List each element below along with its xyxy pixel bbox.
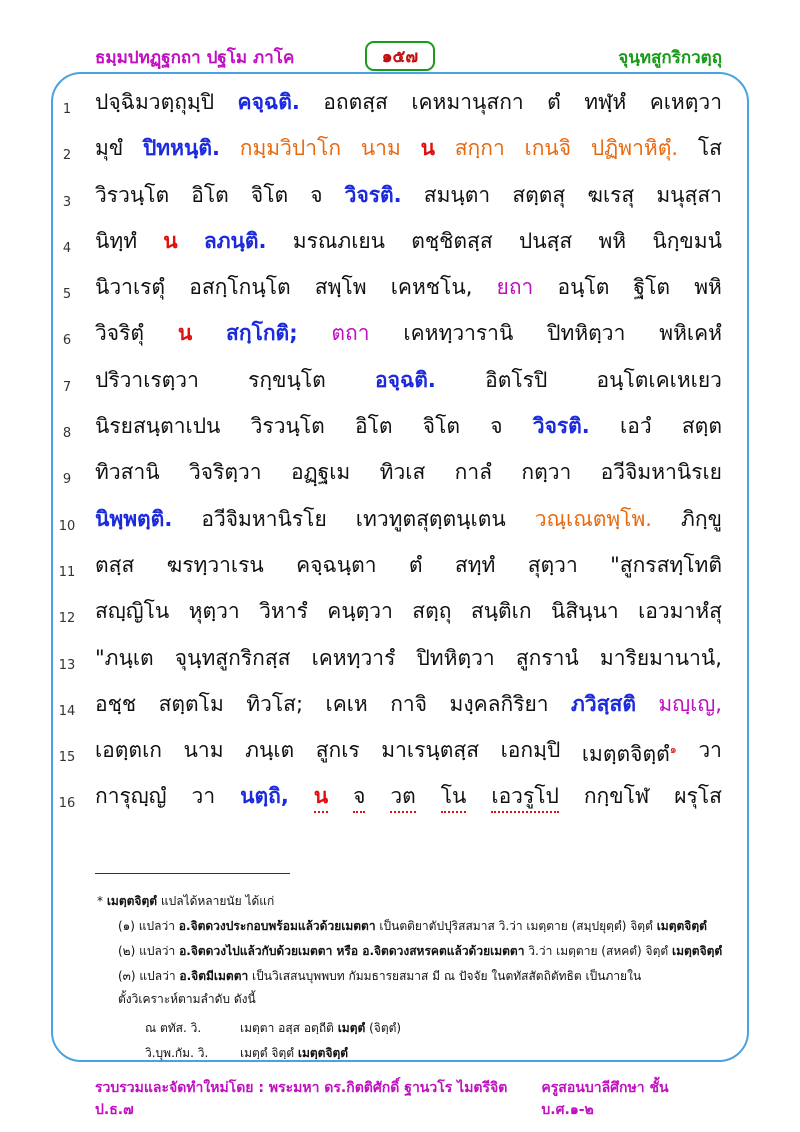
text-word: ตํ [547, 90, 561, 114]
text-word: สตฺถุ [412, 599, 452, 624]
text-word: สตฺตสุ [512, 182, 566, 207]
text-word: ตถา [331, 321, 370, 346]
text-word: วิรวนฺโต [250, 414, 325, 439]
text-word: จุนฺทสูกริกสฺส [174, 645, 291, 670]
footnote-item: (๒) แปลว่า อ.จิตดวงไปแล้วกับด้วยเมตตา หรือ อ.จิตดวงสหรคตแล้วด้วยเมตตา วิ.ว่า เมตฺตาย (สหคตํ) จิตฺตํ เมตฺตจิตฺตํ [118, 944, 723, 958]
text-word: นิพฺพตฺติ. [95, 506, 173, 531]
text-word: ทิวสานิ [95, 460, 160, 485]
text-word: อิโต [355, 414, 393, 439]
text-word: ปิทหนฺติ. [142, 136, 220, 161]
text-word: ภนฺเต [245, 738, 295, 763]
text-word: มงฺคลกิริยา [449, 691, 549, 716]
text-word: เกนจิ [524, 136, 572, 161]
text-word: เอวํ [620, 414, 652, 439]
text-word: มญฺเญ, [658, 691, 722, 716]
text-word: เอวรูโป [491, 781, 558, 813]
text-word: มุขํ [95, 136, 124, 161]
text-word: วิจริตุํ [95, 321, 145, 346]
text-word: ทิวเส [379, 460, 426, 485]
text-word: สญฺญิโน [95, 599, 170, 624]
text-word: สตฺต [681, 414, 722, 439]
text-line [0, 453, 800, 499]
page-footer [95, 1077, 722, 1121]
text-word: นิรยสนฺตาเปน [95, 414, 221, 439]
text-word: อฏฺฐเม [290, 460, 351, 485]
text-word: ฆรทฺวาเรน [166, 552, 264, 577]
text-word: จ [490, 414, 503, 439]
text-word: มรณภเยน [292, 228, 386, 253]
text-word: วิจรติ. [344, 182, 402, 207]
line-number: 6 [62, 333, 72, 349]
line-number: 4 [62, 240, 72, 256]
text-word: คจฺฉนฺตา [296, 552, 377, 577]
text-word: ฆเรสุ [587, 182, 635, 207]
text-word: ทฬฺหํ [584, 90, 627, 114]
text-word: ภวิสฺสติ [571, 691, 636, 716]
text-word: ปนสฺส [518, 228, 573, 253]
footer-right: ครูสอนบาลีศึกษา ชั้น บ.ศ.๑-๒ [541, 1080, 669, 1118]
text-word: ปิทหิตฺวา [416, 645, 495, 670]
text-word: อิโต [191, 182, 229, 207]
text-word: น [420, 136, 435, 161]
text-word: เคหทฺวารานิ [403, 321, 514, 346]
text-word: จ [353, 781, 365, 813]
text-line [0, 500, 800, 546]
footnote-item: (๑) แปลว่า อ.จิตดวงประกอบพร้อมแล้วด้วยเมตตา เป็นตติยาตัปปุริสสมาส วิ.ว่า เมตฺตาย (สมฺปยุตฺตํ) จิตฺตํ เมตฺตจิตฺตํ [118, 919, 707, 933]
line-number: 3 [62, 194, 72, 210]
text-word: วิรวนฺโต [95, 182, 170, 207]
text-word: ลภนฺติ. [203, 228, 267, 253]
text-word: เคหมานุสกา [411, 90, 524, 114]
text-word: กกฺขโฬ [583, 784, 650, 809]
text-word: วิจริตฺวา [188, 460, 262, 485]
text-word: ปริวาเรตฺวา [95, 367, 199, 392]
text-word: โน [441, 781, 467, 813]
text-line [0, 592, 800, 638]
text-word: วิหารํ [259, 599, 308, 624]
text-word: น [163, 228, 178, 253]
derivation-text: เมตฺตา อสฺส อตฺถีติ เมตฺตํ (จิตฺตํ) [240, 1021, 402, 1035]
text-word: น [177, 321, 193, 346]
text-word: อนฺโตเคเหเยว [596, 367, 722, 392]
text-word: ตสฺส [95, 552, 135, 577]
text-word: ปจฺฉิมวตฺถุมฺปิ [95, 90, 215, 114]
text-word: เมตฺตจิตฺตํ$^๑$ [581, 742, 677, 767]
text-word: เอตฺตเก [95, 738, 162, 763]
text-word: สูกเร [315, 738, 360, 763]
text-word: ตํ [408, 552, 423, 577]
footnote-item: (๓) แปลว่า อ.จิตมีเมตตา เป็นวิเสสนบุพพบท กัมมธารยสมาส มี ณ ปัจจัย ในตทัสสัตถิตัทธิต เป็นภายใน [118, 969, 642, 983]
line-number: 15 [58, 750, 76, 766]
line-number: 13 [58, 657, 76, 673]
text-line [0, 361, 800, 407]
text-word: อิตโรปิ [485, 367, 548, 392]
text-word: คนฺตฺวา [327, 599, 393, 624]
text-word: นิวาเรตุํ [95, 275, 166, 300]
text-word: คจฺฉติ. [237, 90, 300, 114]
text-word: นาม [360, 136, 401, 161]
text-word: จ [310, 182, 323, 207]
text-word: วา [698, 738, 722, 763]
line-number: 16 [58, 796, 76, 812]
text-word: นิกฺขมนํ [652, 228, 722, 253]
text-word: คเหตฺวา [649, 90, 722, 114]
text-word: วต [390, 781, 415, 813]
footnote-title: * เมตฺตจิตฺตํ แปลได้หลายนัย ได้แก่ [97, 894, 275, 908]
text-line [0, 222, 800, 268]
text-word: รกฺขนฺโต [248, 367, 326, 392]
text-word: โส [697, 136, 722, 161]
text-word: สทฺทํ [454, 552, 496, 577]
text-word: นิทฺทํ [95, 228, 138, 253]
header-left-title: ธมฺมปทฏฺฐกถา ปฐโม ภาโค [95, 48, 295, 68]
text-word: เอกมฺปิ [500, 738, 561, 763]
text-word: อวีจิมหานิรเย [600, 460, 722, 485]
text-word: มนุสฺสา [656, 182, 722, 207]
text-word: จิโต [422, 414, 461, 439]
text-word: สนฺติเก [470, 599, 532, 624]
text-word: ตชฺชิตสฺส [411, 228, 493, 253]
line-number: 10 [58, 518, 76, 534]
line-number: 8 [62, 426, 72, 442]
page-number: ๑๕๗ [365, 41, 435, 71]
footer-left: รวบรวมและจัดทำใหม่โดย : พระมหา ดร.กิตติศักดิ์ ฐานวโร ไมตรีจิต ป.ธ.๗ [95, 1080, 508, 1118]
line-number: 11 [58, 564, 76, 580]
text-word: วิจรติ. [532, 414, 590, 439]
text-word: วณฺเณตพฺโพ. [534, 506, 652, 531]
text-word: อถตสฺส [323, 90, 388, 114]
text-word: ภิกฺขู [681, 506, 722, 531]
derivation-label: วิ.บุพ.กัม. วิ. [145, 1046, 209, 1060]
text-line [0, 83, 800, 129]
text-word: ผรุโส [674, 784, 722, 809]
text-line [0, 546, 800, 592]
text-word: เคหชโน, [390, 275, 473, 300]
text-line [0, 268, 800, 314]
text-word: อชฺช [95, 691, 137, 716]
text-word: พหิเคหํ [659, 321, 722, 346]
text-word: สูกรานํ [515, 645, 579, 670]
line-number: 9 [62, 472, 72, 488]
text-word: พหิ [598, 228, 627, 253]
text-word: การุญฺญํ [95, 784, 167, 809]
text-word: จิโต [250, 182, 289, 207]
text-word: สพฺโพ [314, 275, 367, 300]
line-number: 14 [58, 703, 76, 719]
footnote-divider [95, 873, 290, 874]
derivation-label: ณ ตทัส. วิ. [145, 1021, 202, 1035]
text-word: เคหทฺวารํ [311, 645, 396, 670]
line-number: 5 [62, 287, 72, 303]
text-word: อนฺโต [557, 275, 610, 300]
text-line [0, 176, 800, 222]
text-line [0, 129, 800, 175]
text-word: กมฺมวิปาโก [239, 136, 342, 161]
text-word: ปฏิพาหิตุํ. [590, 136, 679, 161]
text-line [0, 731, 800, 777]
text-word: กาลํ [454, 460, 493, 485]
line-number: 1 [62, 102, 72, 117]
text-word: อวีจิมหานิรโย [201, 506, 327, 531]
text-body [0, 83, 800, 824]
text-word: สมนฺตา [423, 182, 491, 207]
text-word: อสกฺโกนฺโต [189, 275, 291, 300]
text-word: กาจิ [390, 691, 428, 716]
text-word: สกฺโกติ; [226, 321, 298, 346]
text-word: หุตฺวา [188, 599, 240, 624]
text-word: พหิ [694, 275, 722, 300]
line-number: 12 [58, 611, 76, 627]
text-word: กตฺวา [521, 460, 572, 485]
derivation-text: เมตฺตํ จิตฺตํ เมตฺตจิตฺตํ [240, 1046, 349, 1060]
header-right-title: จุนฺทสูกริกวตฺถุ [618, 48, 722, 68]
text-word: เอวมาหํสุ [638, 599, 722, 624]
text-word: สตฺตโม [158, 691, 224, 716]
text-word: "สูกรสทฺโทติ [610, 552, 722, 577]
text-line [0, 639, 800, 685]
text-word: ฐิโต [633, 275, 671, 300]
text-word: เทวทูตสุตฺตนฺเตน [355, 506, 506, 531]
text-word: ปิทหิตฺวา [547, 321, 626, 346]
text-line [0, 685, 800, 731]
text-line [0, 407, 800, 453]
text-word: มาเรนฺตสฺส [381, 738, 480, 763]
text-word: "ภนฺเต [95, 645, 154, 670]
text-word: วา [191, 784, 216, 809]
text-word: น [314, 781, 328, 813]
text-word: มาริยมานานํ, [599, 645, 722, 670]
text-line [0, 314, 800, 360]
text-word: นิสินฺนา [550, 599, 619, 624]
text-word: นตฺถิ, [240, 784, 289, 809]
text-word: ทิวโส; [246, 691, 304, 716]
text-word: นาม [183, 738, 224, 763]
text-word: อจฺฉติ. [375, 367, 436, 392]
line-number: 2 [62, 148, 72, 164]
footnote-continuation: ตั้งวิเคราะห์ตามลำดับ ดังนี้ [118, 992, 256, 1006]
text-word: สกฺกา [454, 136, 505, 161]
text-word: ยถา [496, 275, 534, 300]
line-number: 7 [62, 379, 72, 395]
text-word: สุตฺวา [527, 552, 578, 577]
text-word: เคเห [325, 691, 368, 716]
text-line [0, 777, 800, 823]
